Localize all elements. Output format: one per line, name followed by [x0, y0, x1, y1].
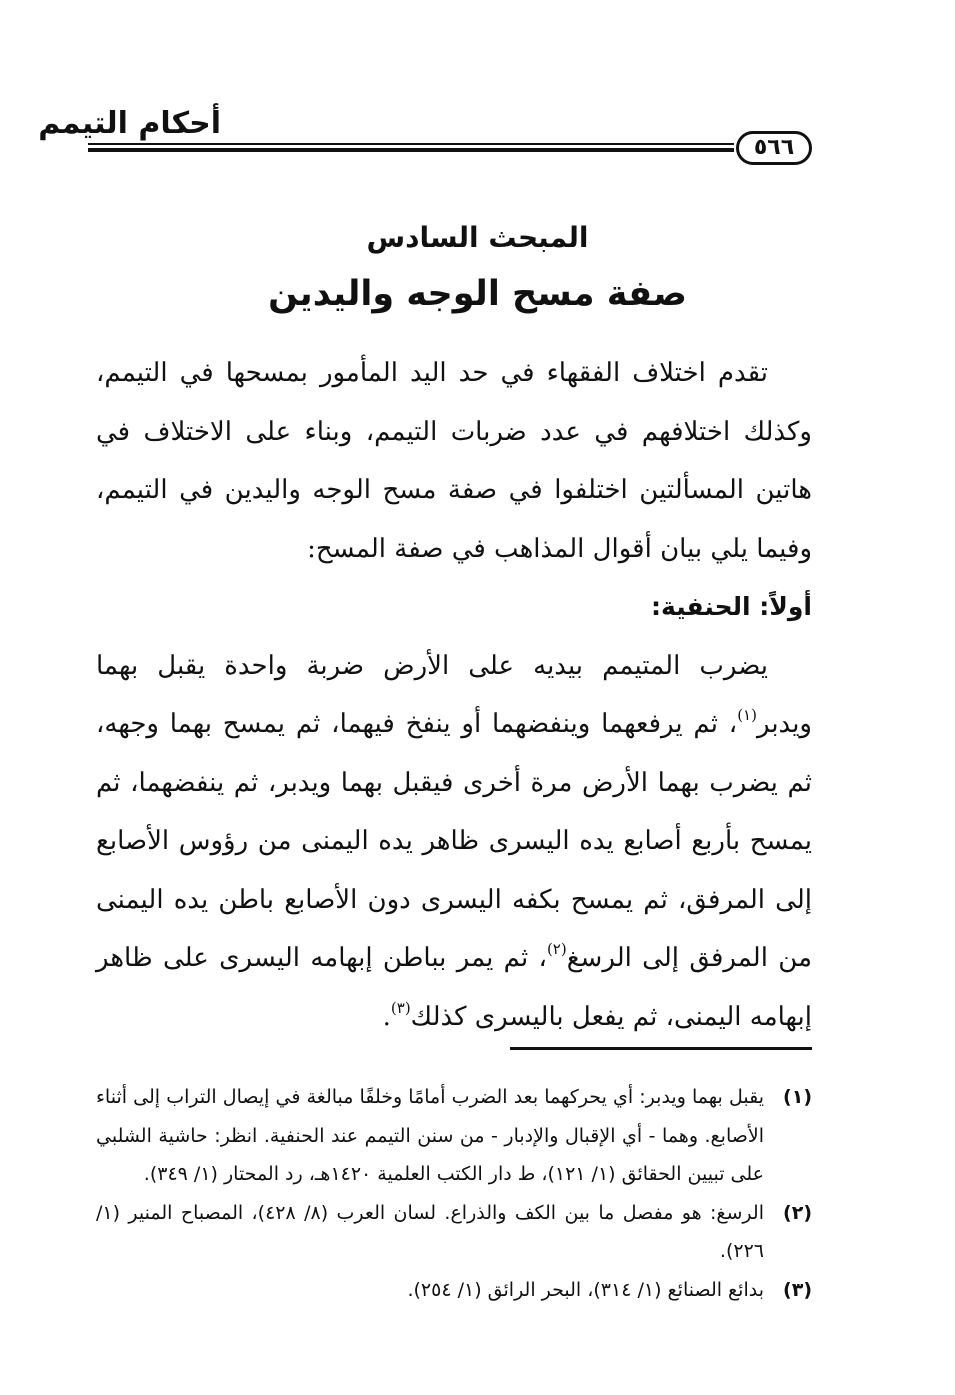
header-rule: [88, 143, 734, 153]
section-heading: المبحث السادس: [366, 221, 589, 254]
footnote-1: [96, 1078, 812, 1194]
hanafi-text-part-3: ، ثم يمر بباطن إبهامه اليسرى على ظاهر إبهامه اليمنى، ثم يفعل باليسرى كذلك: [96, 943, 812, 1032]
footnotes: [96, 1078, 812, 1309]
intro-paragraph: تقدم اختلاف الفقهاء في حد اليد المأمور بمسحها في التيمم، وكذلك اختلافهم في عدد ضربات التيمم، وبناء على الاختلاف في هاتين المسألتين اختلفوا في صفة مسح الوجه واليدين في التيمم، وفيما يلي بيان أقوال المذاهب في صفة المسح:: [96, 358, 812, 564]
footnote-ref-3[interactable]: (٣): [390, 998, 411, 1017]
hanafi-text-part-1: يضرب المتيمم بيديه على الأرض ضربة واحدة يقبل بهما ويدبر: [96, 650, 812, 739]
header-rule-thin-line: [88, 143, 734, 145]
footnote-2: [96, 1194, 812, 1271]
hanafi-text-end: .: [382, 1001, 391, 1032]
footnote-text: بدائع الصنائع (١/ ٣١٤)، البحر الرائق (١/ ٢٥٤).: [407, 1278, 764, 1301]
hanafi-text-part-2: ، ثم يرفعهما وينفضهما أو ينفخ فيهما، ثم يمسح بهما وجهه، ثم يضرب بهما الأرض مرة أخرى فيقبل بهما ويدبر، ثم ينفضهما، ثم يمسح بأربع أصابع يده اليسرى ظاهر يده اليمنى من رؤوس الأصابع إلى المرفق، ثم يمسح بكفه اليسرى دون الأصابع باطن يده اليمنى من المرفق إلى الرسغ: [96, 709, 812, 973]
hanafi-subheading: أولاً: الحنفية:: [651, 592, 812, 621]
footnote-number: (٢): [783, 1201, 812, 1224]
footnote-3: [96, 1271, 812, 1310]
footnote-number: (١): [783, 1086, 812, 1108]
section-title: صفة مسح الوجه واليدين: [268, 274, 687, 314]
footnote-text: الرسغ: هو مفصل ما بين الكف والذراع. لسان العرب (٨/ ٤٢٨)، المصباح المنير (١/ ٢٢٦).: [96, 1201, 764, 1262]
footnote-separator: [510, 1047, 812, 1050]
footnote-text: يقبل بهما ويدبر: أي يحركهما بعد الضرب أمامًا وخلفًا مبالغة في إيصال التراب إلى أثناء الأصابع. وهما - أي الإقبال والإدبار - من سنن التيمم عند الحنفية. انظر: حاشية الشلبي على تبيين الحقائق (١/ ١٢١)، ط دار الكتب العلمية ١٤٢٠هـ، رد المحتار (١/ ٣٤٩).: [96, 1086, 764, 1185]
footnote-ref-2[interactable]: (٢): [546, 940, 567, 958]
footnote-number: (٣): [783, 1278, 812, 1301]
footnote-ref-1[interactable]: (١): [737, 706, 757, 724]
running-title: أحكام التيمم: [38, 106, 221, 141]
header-rule-thick-line: [88, 148, 734, 152]
body-text: [96, 344, 812, 1046]
hanafi-paragraph: [96, 637, 812, 1047]
page-number: ٥٦٦: [736, 131, 812, 165]
